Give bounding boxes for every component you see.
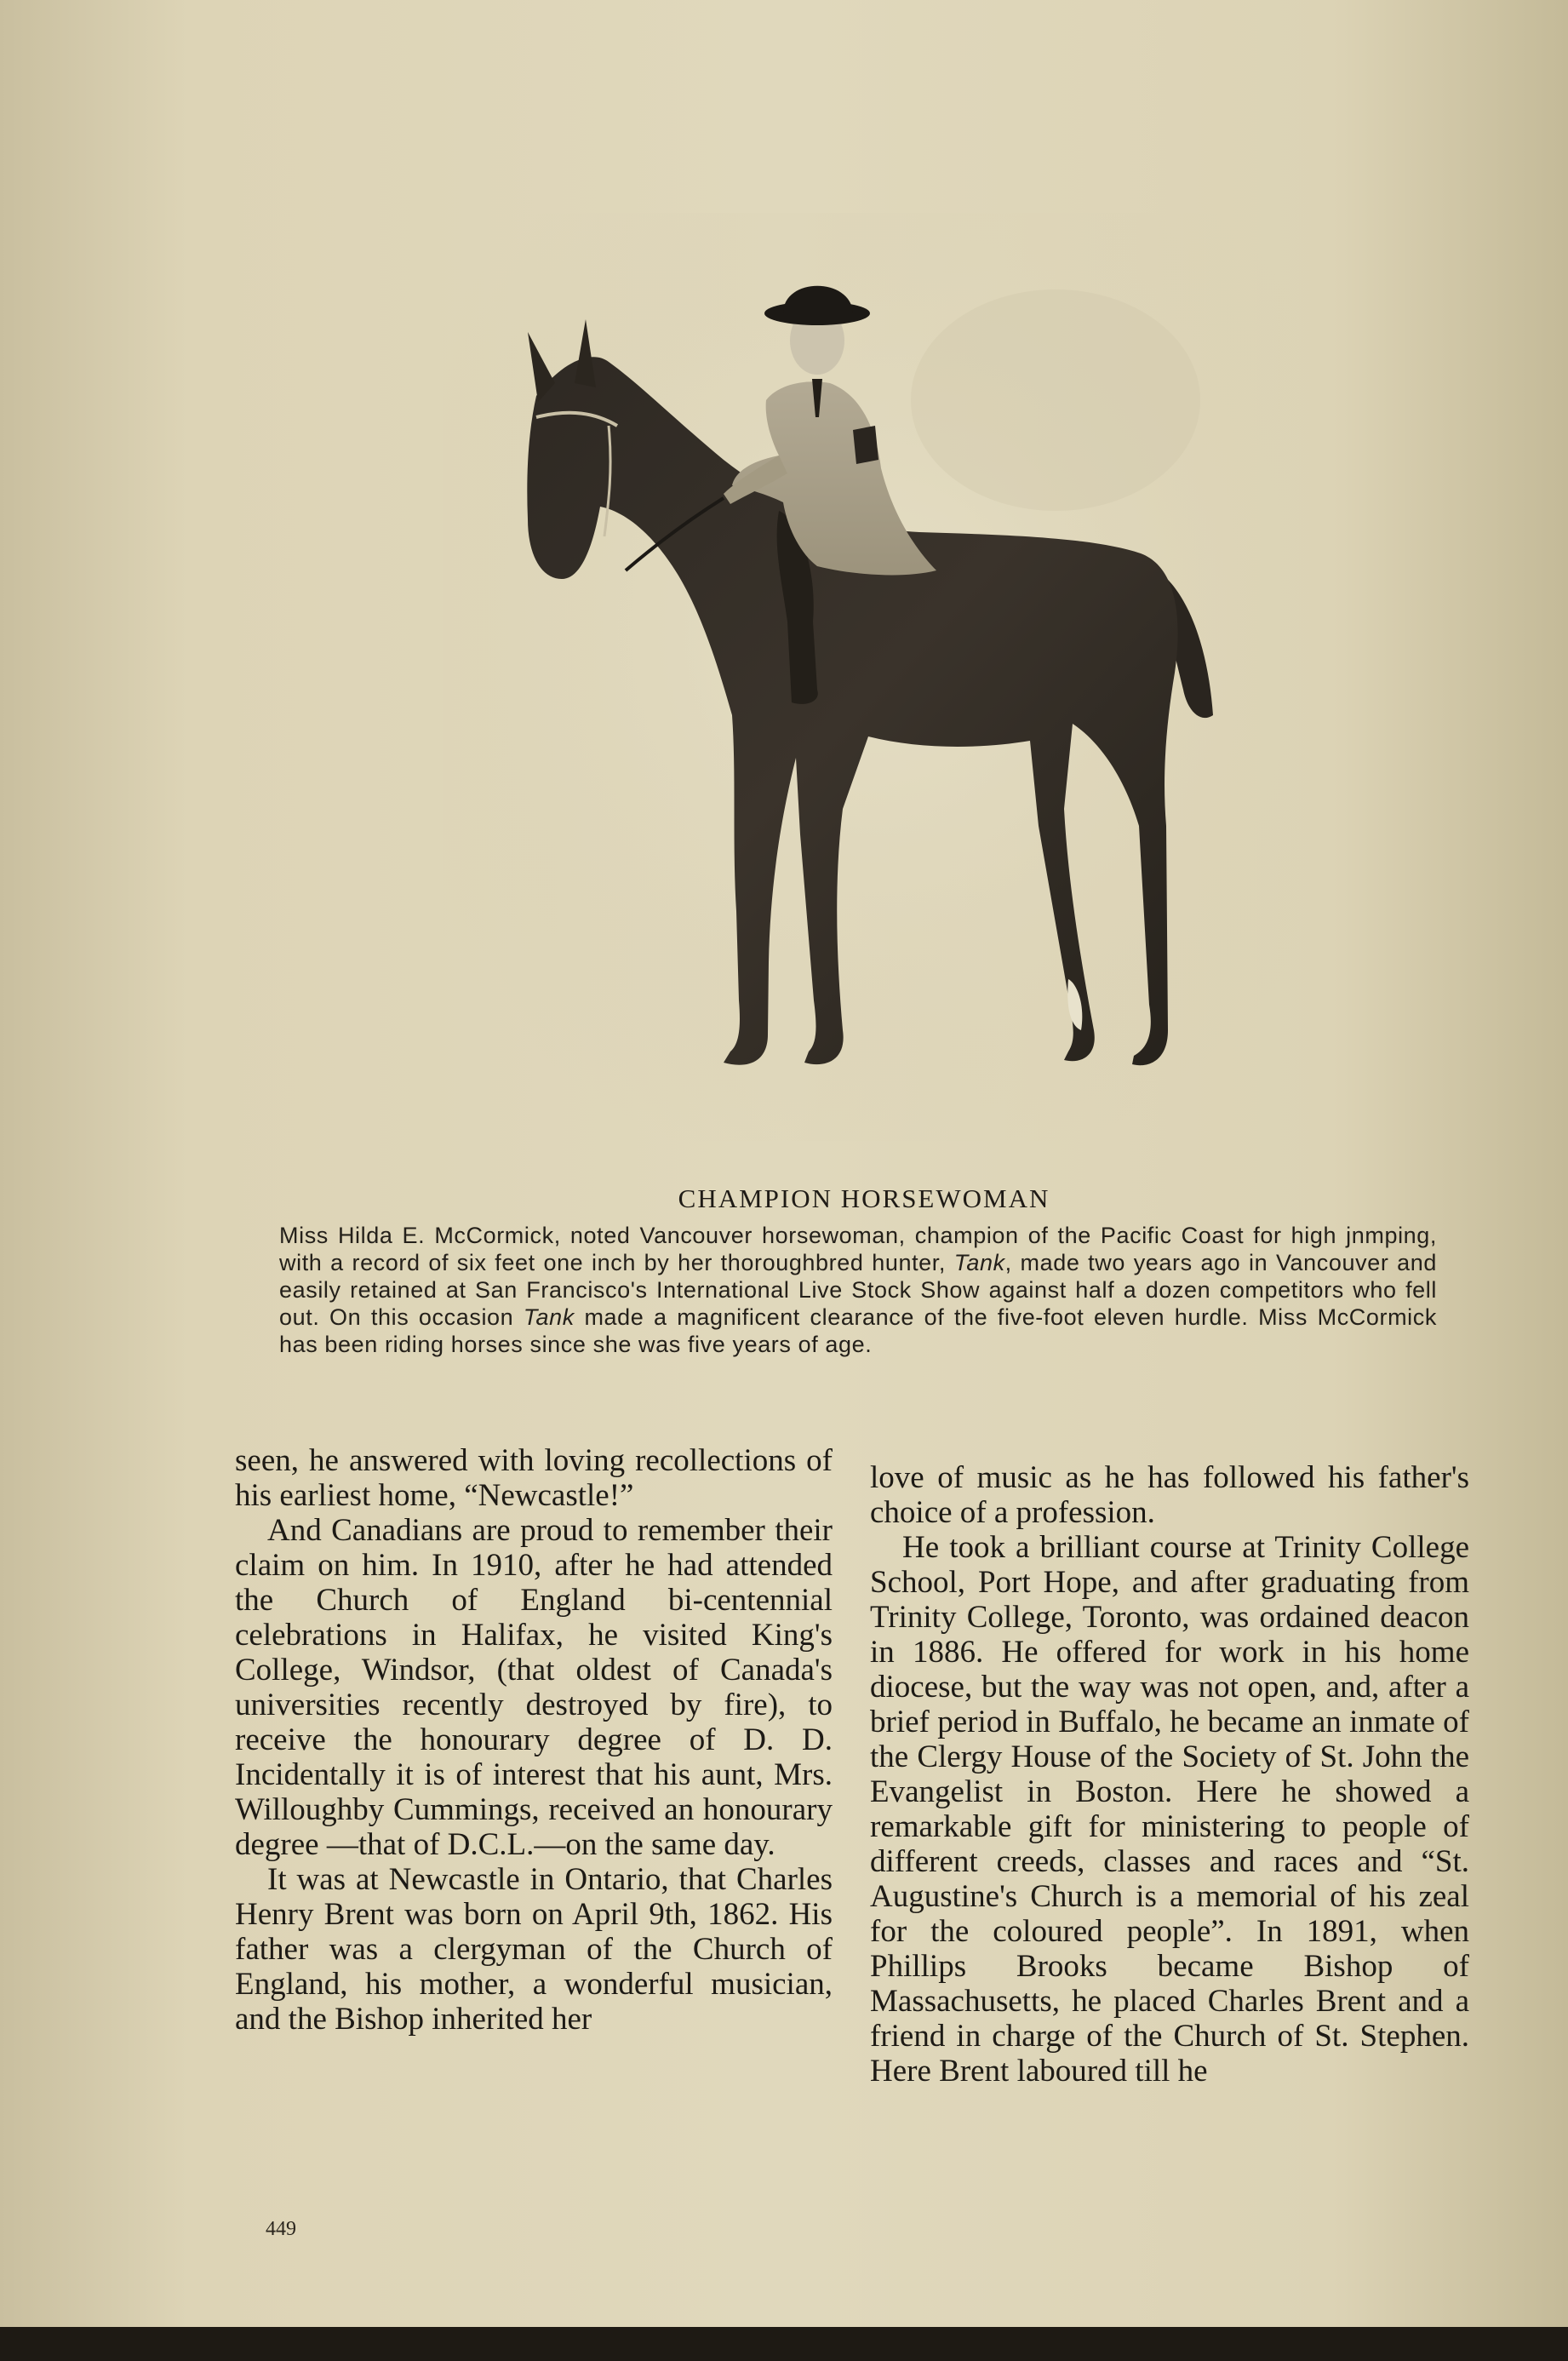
caption-title: CHAMPION HORSEWOMAN — [678, 1183, 1050, 1213]
horse-name: Tank — [523, 1304, 575, 1330]
caption-text-part1: Miss Hilda E. McCormick, noted Vancouver horsewoman, champion of the Pacific Coast for high jnmping, with a record of six feet one inch by her thoroughbred hunter, — [279, 1223, 1437, 1275]
horse-and-rider-image — [443, 213, 1311, 1141]
paragraph: seen, he answered with loving recollections of his earliest home, “Newcastle!” — [235, 1443, 833, 1513]
caption-text-part3: made a magnificent clearance of the five-foot eleven hurdle. Miss McCormick has been riding horses since she was five years of age. — [279, 1304, 1437, 1357]
horse-name: Tank — [953, 1250, 1005, 1275]
page-number: 449 — [266, 2218, 296, 2240]
caption-text — [279, 1222, 1437, 1358]
paragraph: And Canadians are proud to remember their claim on him. In 1910, after he had attended the Church of England bi-centennial celebrations in Halifax, he visited King's College, Windsor, (that oldest of Canada's universities recently destroyed by fire), to receive the honourary degree of D. D. Incidentally it is of interest that his aunt, Mrs. Willoughby Cummings, received an honourary degree —that of D.C.L.—on the same day. — [235, 1513, 833, 1862]
paragraph: He took a brilliant course at Trinity College School, Port Hope, and after graduating from Trinity College, Toronto, was ordained deacon in 1886. He offered for work in his home diocese, but the way was not open, and, after a brief period in Buffalo, he became an inmate of the Clergy House of the Society of St. John the Evangelist in Boston. Here he showed a remarkable gift for ministering to people of different creeds, classes and races and “St. Augustine's Church is a memorial of his zeal for the coloured people”. In 1891, when Phillips Brooks became Bishop of Massachusetts, he placed Charles Brent and a friend in charge of the Church of St. Stephen. Here Brent laboured till he — [870, 1530, 1469, 2089]
horsewoman-photograph — [443, 213, 1311, 1141]
right-text-column — [870, 1460, 1469, 2089]
paragraph: It was at Newcastle in Ontario, that Charles Henry Brent was born on April 9th, 1862. His father was a clergyman of the Church of England, his mother, a wonderful musician, and the Bishop inherited her — [235, 1862, 833, 2037]
paragraph: love of music as he has followed his father's choice of a profession. — [870, 1460, 1469, 1530]
caption-text-part2: , made two years ago in Vancouver and easily retained at San Francisco's International Live Stock Show against half a dozen competitors who fell out. On this occasion — [279, 1250, 1438, 1330]
left-text-column — [235, 1443, 833, 2037]
